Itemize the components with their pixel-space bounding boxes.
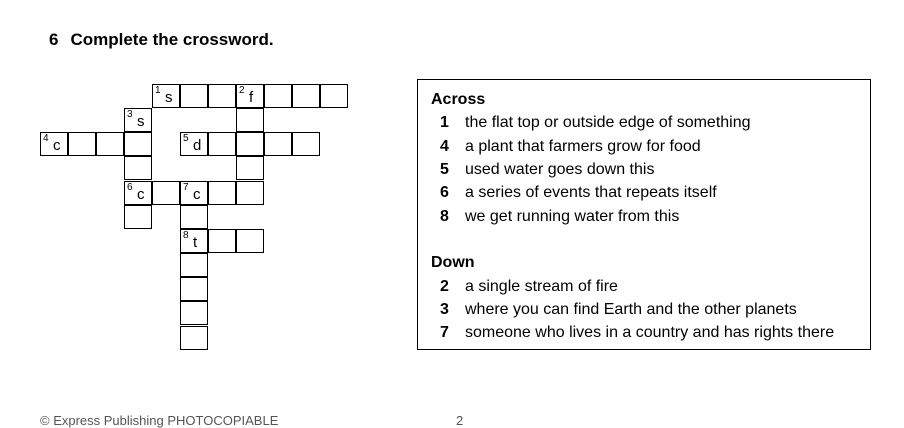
down-clue <box>440 301 797 319</box>
across-clue <box>440 114 751 132</box>
crossword-cell[interactable] <box>236 84 264 108</box>
clue-text: where you can find Earth and the other planets <box>465 301 797 318</box>
crossword-cell[interactable] <box>236 132 264 156</box>
clue-text: we get running water from this <box>465 208 680 225</box>
clue-text: a plant that farmers grow for food <box>465 138 701 155</box>
clue-number: 2 <box>440 278 449 295</box>
given-letter: s <box>165 89 173 106</box>
crossword-cell[interactable] <box>180 277 208 301</box>
crossword-cell[interactable] <box>124 156 152 180</box>
crossword-cell[interactable] <box>96 132 124 156</box>
exercise-instruction: Complete the crossword. <box>70 30 274 49</box>
across-clue <box>440 208 679 226</box>
crossword-cell[interactable] <box>236 229 264 253</box>
clues-box <box>417 79 871 350</box>
across-heading: Across <box>431 91 486 108</box>
given-letter: c <box>53 137 61 154</box>
given-letter: d <box>193 137 202 154</box>
crossword-cell[interactable] <box>180 253 208 277</box>
given-letter: c <box>137 186 145 203</box>
clue-number: 8 <box>183 230 189 241</box>
clue-text: someone who lives in a country and has rights there <box>465 324 835 341</box>
crossword-cell[interactable] <box>236 181 264 205</box>
crossword-cell[interactable] <box>124 181 152 205</box>
clue-number: 5 <box>183 133 189 144</box>
clue-number: 4 <box>440 138 449 155</box>
clue-number: 3 <box>127 109 133 120</box>
copyright-footer: © Express Publishing PHOTOCOPIABLE <box>40 413 279 428</box>
clue-number: 1 <box>440 114 449 131</box>
given-letter: s <box>137 113 145 130</box>
across-clue <box>440 138 701 156</box>
clue-number: 6 <box>127 182 133 193</box>
crossword-cell[interactable] <box>264 84 292 108</box>
crossword-cell[interactable] <box>208 229 236 253</box>
crossword-cell[interactable] <box>320 84 348 108</box>
crossword-cell[interactable] <box>292 132 320 156</box>
crossword-cell[interactable] <box>292 84 320 108</box>
crossword-cell[interactable] <box>68 132 96 156</box>
crossword-cell[interactable] <box>208 181 236 205</box>
down-clue <box>440 324 834 342</box>
crossword-cell[interactable] <box>236 108 264 132</box>
given-letter: t <box>193 234 198 251</box>
clue-number: 8 <box>440 208 449 225</box>
clue-number: 5 <box>440 161 449 178</box>
clue-number: 3 <box>440 301 449 318</box>
page-number: 2 <box>456 413 464 428</box>
crossword-cell[interactable] <box>180 205 208 229</box>
given-letter: c <box>193 186 201 203</box>
crossword-cell[interactable] <box>180 229 208 253</box>
clue-number: 6 <box>440 184 449 201</box>
crossword-cell[interactable] <box>124 132 152 156</box>
crossword-grid <box>0 0 400 400</box>
exercise-number: 6 <box>49 30 59 49</box>
crossword-cell[interactable] <box>264 132 292 156</box>
crossword-cell[interactable] <box>208 84 236 108</box>
crossword-cell[interactable] <box>152 84 180 108</box>
clue-text: a series of events that repeats itself <box>465 184 717 201</box>
crossword-cell[interactable] <box>180 181 208 205</box>
clue-text: the flat top or outside edge of something <box>465 114 751 131</box>
clue-number: 7 <box>183 182 189 193</box>
crossword-cell[interactable] <box>40 132 68 156</box>
across-clue <box>440 184 717 202</box>
crossword-cell[interactable] <box>152 181 180 205</box>
down-clue <box>440 278 618 296</box>
crossword-cell[interactable] <box>124 205 152 229</box>
clue-number: 4 <box>43 133 49 144</box>
crossword-cell[interactable] <box>180 84 208 108</box>
crossword-cell[interactable] <box>180 132 208 156</box>
crossword-cell[interactable] <box>208 132 236 156</box>
down-heading: Down <box>431 254 475 271</box>
clue-number: 2 <box>239 85 245 96</box>
crossword-cell[interactable] <box>236 156 264 180</box>
clue-text: used water goes down this <box>465 161 655 178</box>
clue-number: 7 <box>440 324 449 341</box>
crossword-cell[interactable] <box>180 326 208 350</box>
clue-text: a single stream of fire <box>465 278 618 295</box>
crossword-cell[interactable] <box>180 301 208 325</box>
given-letter: f <box>249 89 254 106</box>
clue-number: 1 <box>155 85 161 96</box>
crossword-cell[interactable] <box>124 108 152 132</box>
across-clue <box>440 161 654 179</box>
